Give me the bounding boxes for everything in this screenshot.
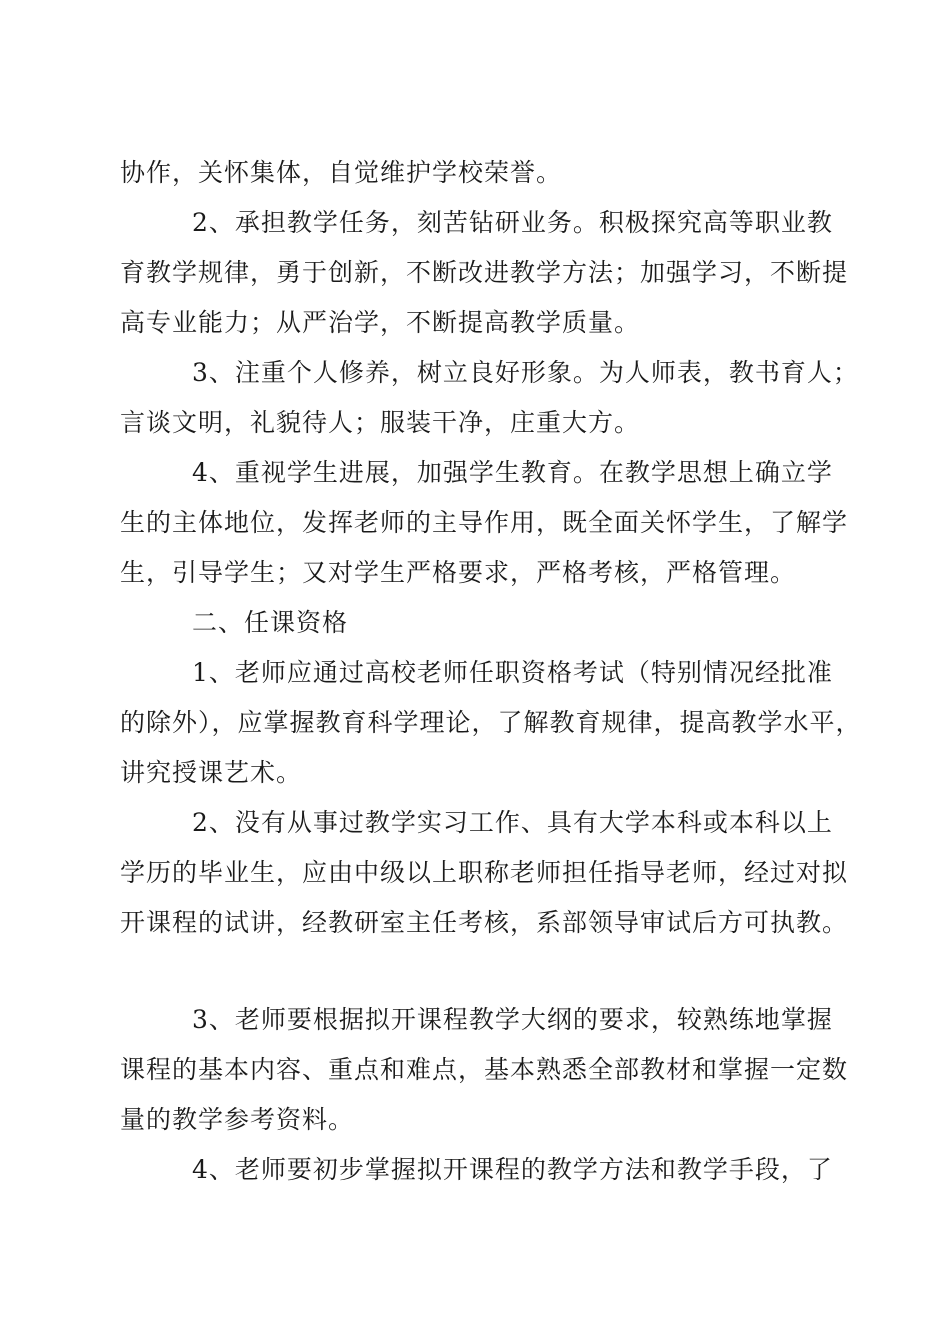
text-line: 的除外），应掌握教育科学理论，了解教育规律，提高教学水平， [120,708,862,737]
text-line: 2、承担教学任务，刻苦钻研业务。积极探究高等职业教 [192,208,833,237]
text-line: 高专业能力；从严治学，不断提高教学质量。 [120,308,641,337]
text-line: 讲究授课艺术。 [120,758,303,787]
section-heading: 二、任课资格 [192,608,349,637]
text-line: 4、重视学生进展，加强学生教育。在教学思想上确立学 [192,458,833,487]
text-line: 3、注重个人修养，树立良好形象。为人师表，教书育人； [192,358,859,387]
text-line: 育教学规律，勇于创新，不断改进教学方法；加强学习，不断提 [120,258,849,287]
text-line: 言谈文明，礼貌待人；服装干净，庄重大方。 [120,408,641,437]
text-line: 4、老师要初步掌握拟开课程的教学方法和教学手段，了 [192,1155,833,1184]
text-line: 3、老师要根据拟开课程教学大纲的要求，较熟练地掌握 [192,1005,833,1034]
text-line: 量的教学参考资料。 [120,1105,355,1134]
text-line: 课程的基本内容、重点和难点，基本熟悉全部教材和掌握一定数 [120,1055,849,1084]
text-line: 开课程的试讲，经教研室主任考核，系部领导审试后方可执教。 [120,908,849,937]
text-line: 生，引导学生；又对学生严格要求，严格考核，严格管理。 [120,558,797,587]
text-line: 协作，关怀集体，自觉维护学校荣誉。 [120,158,563,187]
text-line: 学历的毕业生，应由中级以上职称老师担任指导老师，经过对拟 [120,858,849,887]
text-line: 生的主体地位，发挥老师的主导作用，既全面关怀学生，了解学 [120,508,849,537]
text-line: 2、没有从事过教学实习工作、具有大学本科或本科以上 [192,808,833,837]
text-line: 1、老师应通过高校老师任职资格考试（特别情况经批准 [192,658,833,687]
